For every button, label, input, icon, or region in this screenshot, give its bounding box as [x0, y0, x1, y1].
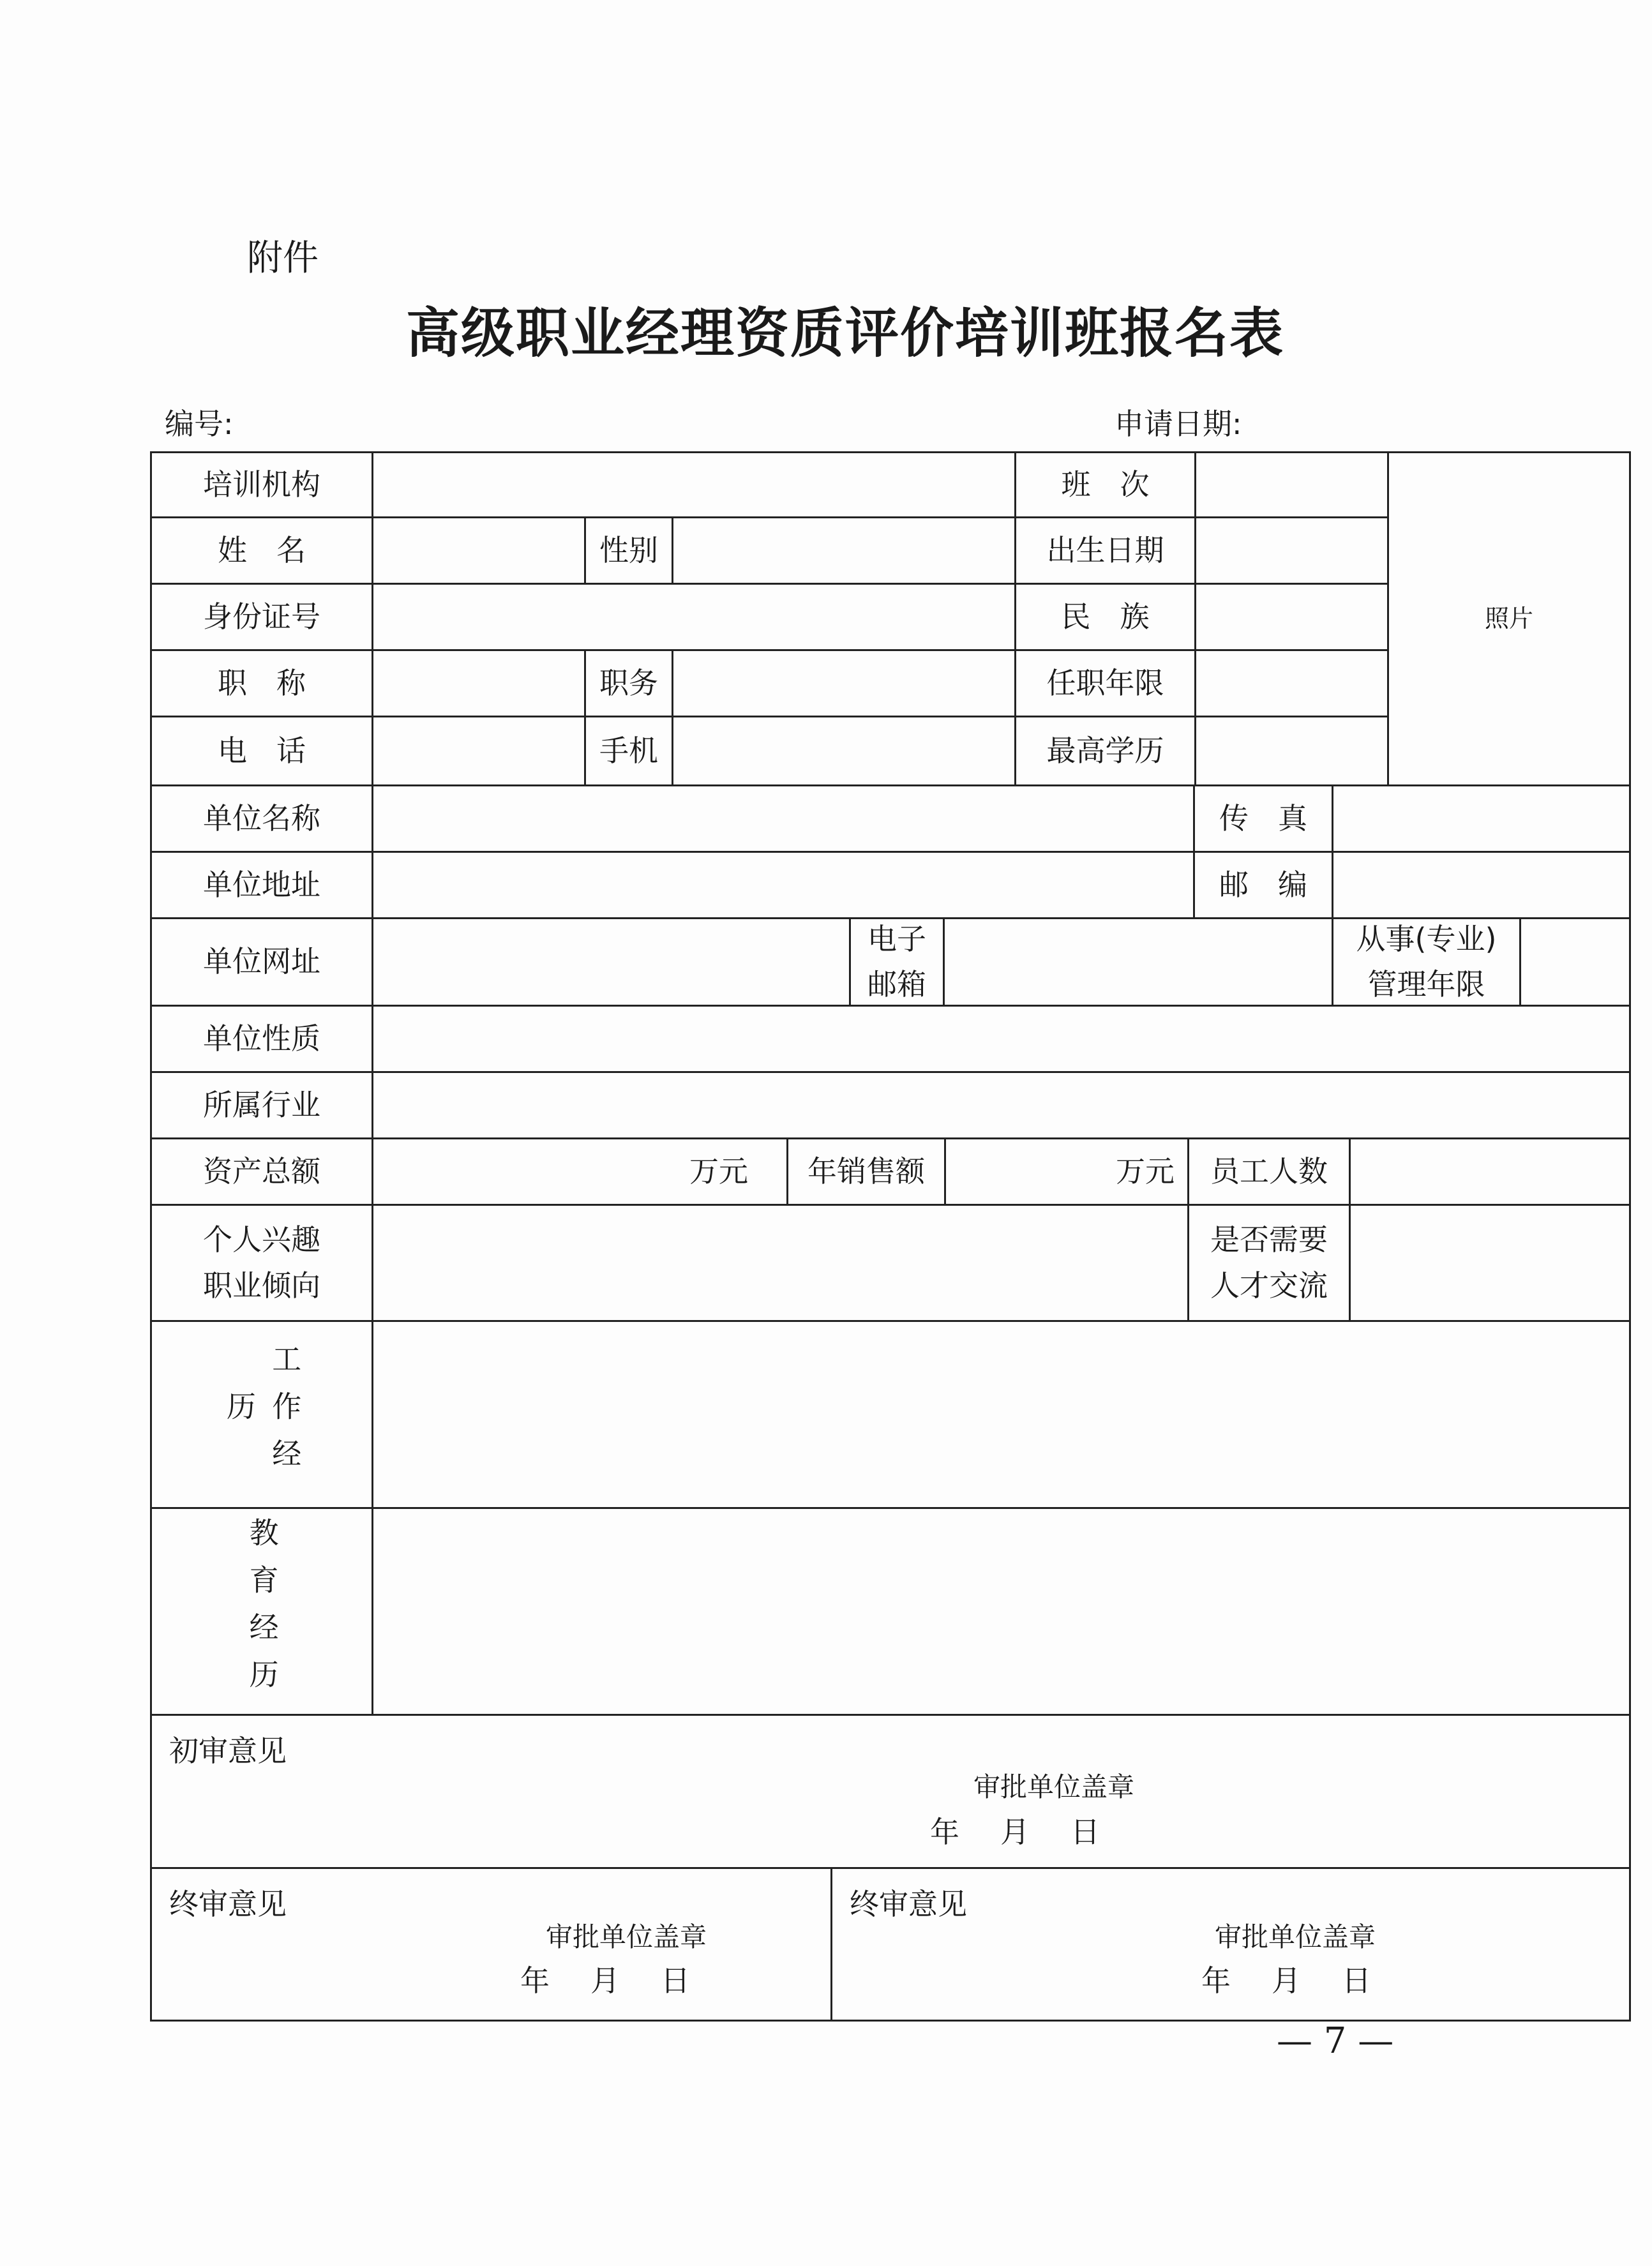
- mgmt-years-label: 从事(专业) 管理年限: [1332, 917, 1521, 1007]
- gender-field[interactable]: [672, 516, 1016, 585]
- birth-date-label: 出生日期: [1014, 516, 1196, 585]
- talent-exchange-label: 是否需要 人才交流: [1187, 1204, 1351, 1322]
- title-rank-field[interactable]: [372, 649, 586, 717]
- employees-field[interactable]: [1349, 1137, 1631, 1206]
- title-rank-label: 职 称: [150, 649, 373, 717]
- industry-field[interactable]: [372, 1071, 1631, 1139]
- number-label: 编号:: [165, 407, 234, 441]
- position-label: 职务: [584, 649, 673, 717]
- class-label: 班 次: [1014, 451, 1196, 518]
- final-review-right-date: 年月日: [1201, 1963, 1412, 1998]
- fax-label: 传 真: [1193, 784, 1333, 853]
- education-level-field[interactable]: [1194, 716, 1389, 786]
- company-address-label: 单位地址: [150, 851, 373, 919]
- postcode-field[interactable]: [1332, 851, 1631, 919]
- final-review-right-stamp: 审批单位盖章: [1215, 1921, 1376, 1953]
- tenure-label: 任职年限: [1014, 649, 1196, 717]
- first-review-box[interactable]: [150, 1714, 1631, 1869]
- name-field[interactable]: [372, 516, 586, 585]
- education-history-label: 教育经历: [150, 1507, 373, 1716]
- email-field[interactable]: [943, 917, 1333, 1007]
- page-number: — 7 —: [1277, 2020, 1394, 2062]
- final-review-left-label: 终审意见: [169, 1887, 287, 1921]
- annual-sales-unit: 万元: [1116, 1153, 1175, 1189]
- birth-date-field[interactable]: [1194, 516, 1389, 585]
- website-label: 单位网址: [150, 917, 373, 1007]
- position-field[interactable]: [672, 649, 1016, 717]
- email-label: 电子 邮箱: [849, 917, 945, 1007]
- attachment-label: 附件: [247, 237, 319, 279]
- interests-label: 个人兴趣 职业倾向: [150, 1204, 373, 1322]
- industry-label: 所属行业: [150, 1071, 373, 1139]
- fax-field[interactable]: [1332, 784, 1631, 853]
- first-review-date: 年月日: [930, 1815, 1141, 1849]
- company-address-field[interactable]: [372, 851, 1195, 919]
- phone-label: 电 话: [150, 716, 373, 786]
- company-type-field[interactable]: [372, 1005, 1631, 1073]
- id-number-field[interactable]: [372, 583, 1016, 651]
- id-number-label: 身份证号: [150, 583, 373, 651]
- work-history-label: 工作经历: [150, 1320, 373, 1509]
- training-org-field[interactable]: [372, 451, 1016, 518]
- interests-field[interactable]: [372, 1204, 1189, 1322]
- form-title: 高级职业经理资质评价培训班报名表: [405, 301, 1284, 364]
- education-history-field[interactable]: [372, 1507, 1631, 1716]
- work-history-field[interactable]: [372, 1320, 1631, 1509]
- ethnicity-field[interactable]: [1194, 583, 1389, 651]
- class-field[interactable]: [1194, 451, 1389, 518]
- total-assets-unit: 万元: [689, 1153, 748, 1189]
- total-assets-field[interactable]: [372, 1137, 788, 1206]
- annual-sales-label: 年销售额: [786, 1137, 946, 1206]
- ethnicity-label: 民 族: [1014, 583, 1196, 651]
- company-name-field[interactable]: [372, 784, 1195, 853]
- mgmt-years-field[interactable]: [1519, 917, 1631, 1007]
- final-review-right-label: 终审意见: [850, 1887, 967, 1921]
- first-review-stamp: 审批单位盖章: [973, 1771, 1135, 1803]
- training-org-label: 培训机构: [150, 451, 373, 518]
- first-review-label: 初审意见: [169, 1734, 287, 1768]
- mobile-label: 手机: [584, 716, 673, 786]
- mobile-field[interactable]: [672, 716, 1016, 786]
- tenure-field[interactable]: [1194, 649, 1389, 717]
- total-assets-label: 资产总额: [150, 1137, 373, 1206]
- phone-field[interactable]: [372, 716, 586, 786]
- photo-box[interactable]: 照片: [1387, 451, 1631, 786]
- postcode-label: 邮 编: [1193, 851, 1333, 919]
- application-date-label: 申请日期:: [1115, 407, 1242, 441]
- employees-label: 员工人数: [1187, 1137, 1351, 1206]
- annual-sales-field[interactable]: [944, 1137, 1189, 1206]
- company-type-label: 单位性质: [150, 1005, 373, 1073]
- education-level-label: 最高学历: [1014, 716, 1196, 786]
- final-review-left-date: 年月日: [520, 1963, 731, 1998]
- website-field[interactable]: [372, 917, 851, 1007]
- talent-exchange-field[interactable]: [1349, 1204, 1631, 1322]
- gender-label: 性别: [584, 516, 673, 585]
- company-name-label: 单位名称: [150, 784, 373, 853]
- registration-form: [150, 451, 1533, 2022]
- name-label: 姓 名: [150, 516, 373, 585]
- final-review-left-stamp: 审批单位盖章: [546, 1921, 707, 1953]
